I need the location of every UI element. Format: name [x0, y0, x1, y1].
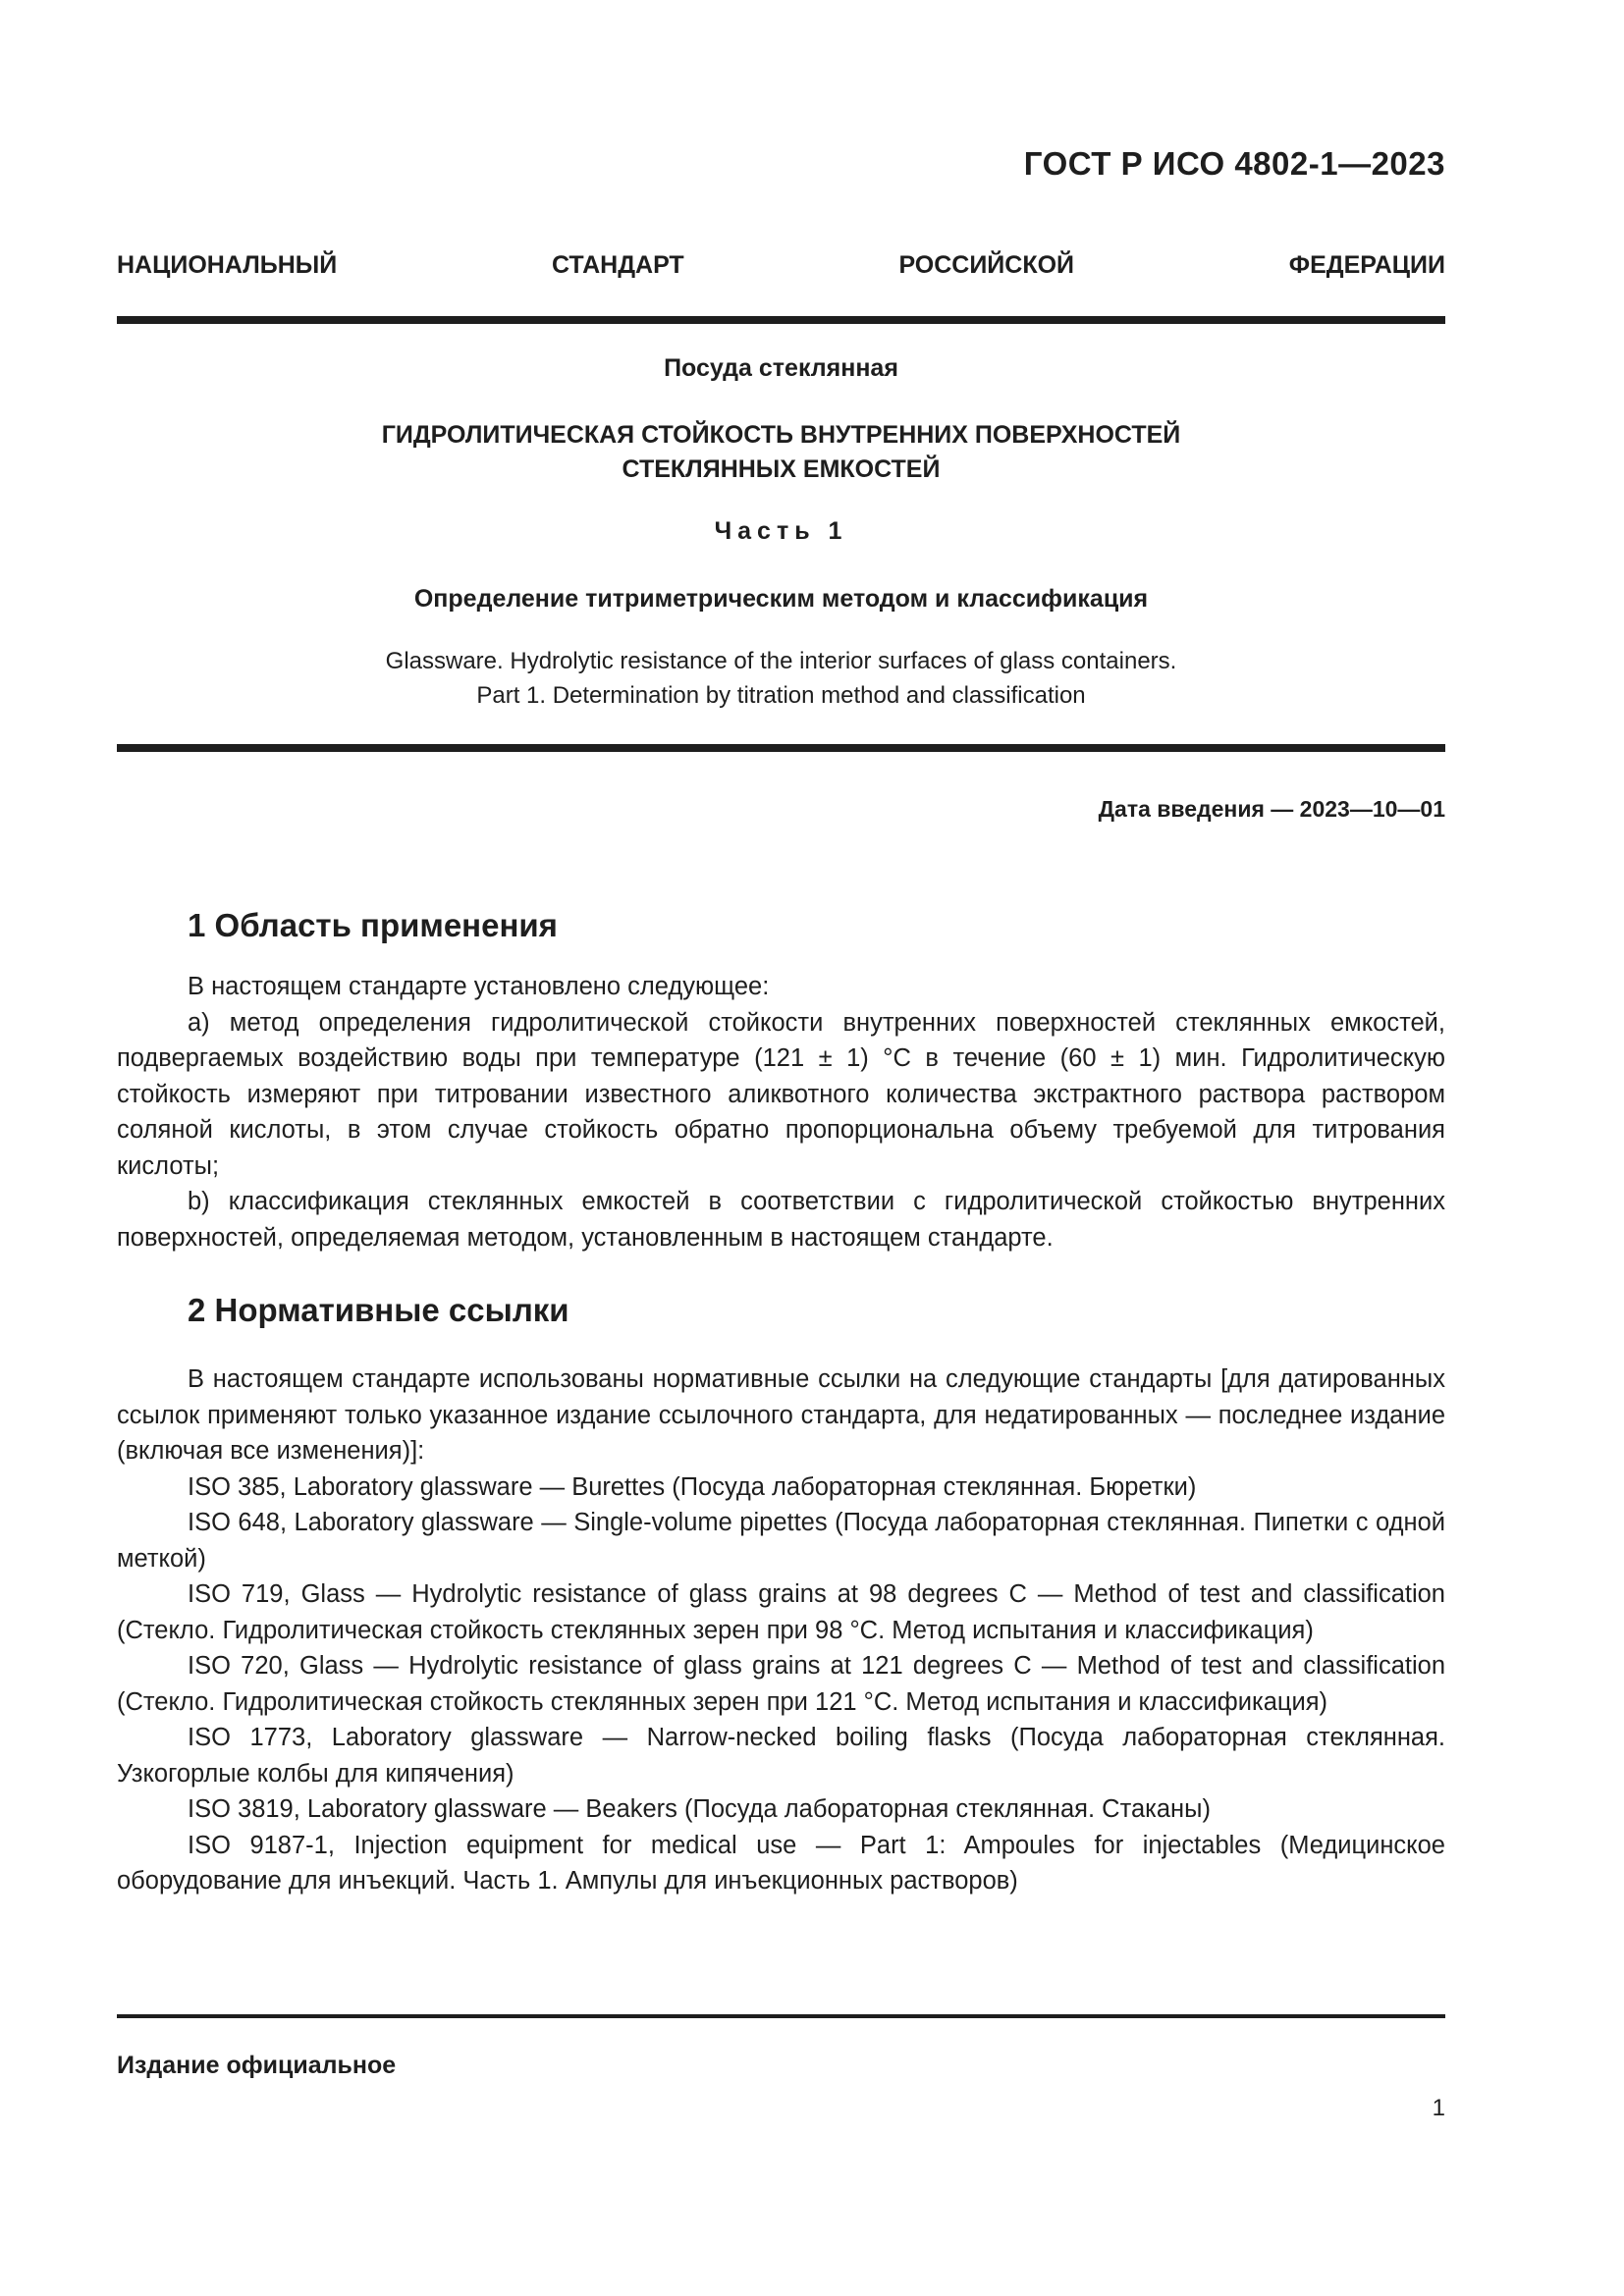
english-title [117, 644, 1445, 713]
reference-item: ISO 648, Laboratory glassware — Single-volume pipettes (Посуда лабораторная стеклянная. Пипетки с одной меткой) [117, 1509, 1445, 1573]
title-bottom-divider [117, 744, 1445, 752]
paragraph: В настоящем стандарте использованы нормативные ссылки на следующие стандарты [для датированных ссылок применяют только указанное издание ссылочного стандарта, для недатированных — последнее издание (включая все изменения)]: [117, 1365, 1445, 1465]
document-title-line2: СТЕКЛЯННЫХ ЕМКОСТЕЙ [622, 455, 941, 483]
national-standard-heading: НАЦИОНАЛЬНЫЙ СТАНДАРТ РОССИЙСКОЙ ФЕДЕРАЦИИ [117, 251, 1445, 279]
reference-item: ISO 1773, Laboratory glassware — Narrow-necked boiling flasks (Посуда лабораторная стеклянная. Узкогорлые колбы для кипячения) [117, 1724, 1445, 1788]
english-title-line2: Part 1. Determination by titration method and classification [476, 682, 1086, 709]
reference-item: ISO 719, Glass — Hydrolytic resistance of glass grains at 98 degrees C — Method of test and classification (Стекло. Гидролитическая стойкость стеклянных зерен при 98 °С. Метод испытания и классификация) [117, 1580, 1445, 1644]
reference-item: ISO 9187-1, Injection equipment for medical use — Part 1: Ampoules for injectables (Медицинское оборудование для инъекций. Часть 1. Ампулы для инъекционных растворов) [117, 1831, 1445, 1895]
reference-item: ISO 720, Glass — Hydrolytic resistance of glass grains at 121 degrees C — Method of test and classification (Стекло. Гидролитическая стойкость стеклянных зерен при 121 °С. Метод испытания и классификация) [117, 1652, 1445, 1716]
part-title: Определение титриметрическим методом и классификация [413, 585, 1149, 613]
english-title-line1: Glassware. Hydrolytic resistance of the interior surfaces of glass containers. [385, 648, 1177, 674]
part-label: Часть 1 [714, 517, 848, 545]
reference-item: ISO 385, Laboratory glassware — Burettes (Посуда лабораторная стеклянная. Бюретки) [188, 1472, 1197, 1501]
section-title-scope: 1 Область применения [188, 907, 558, 943]
document-title [117, 418, 1445, 487]
paragraph: а) метод определения гидролитической стойкости внутренних поверхностей стеклянных емкостей, подвергаемых воздействию воды при температуре (121 ± 1) °С в течение (60 ± 1) мин. Гидролитическую стойкость измеряют при титровании известного аликвотного количества экстрактного раствора раствором соляной кислоты, в этом случае стойкость обратно пропорциональна объему требуемой для титрования кислоты; [117, 1008, 1445, 1180]
section-body-normative-references [117, 1362, 1445, 1899]
paragraph: b) классификация стеклянных емкостей в соответствии с гидролитической стойкостью внутренних поверхностей, определяемая методом, установленным в настоящем стандарте. [117, 1188, 1445, 1252]
top-divider [117, 316, 1445, 324]
page-number: 1 [1432, 2095, 1445, 2121]
document-title-line1: ГИДРОЛИТИЧЕСКАЯ СТОЙКОСТЬ ВНУТРЕННИХ ПОВЕРХНОСТЕЙ [381, 421, 1181, 449]
standard-number: ГОСТ Р ИСО 4802-1—2023 [1023, 145, 1445, 182]
official-edition-label: Издание официальное [117, 2052, 397, 2079]
introduction-date: Дата введения — 2023—10—01 [1098, 796, 1445, 822]
section-title-normative-references: 2 Нормативные ссылки [188, 1292, 569, 1328]
document-subject: Посуда стеклянная [664, 354, 898, 382]
section-body-scope [117, 969, 1445, 1255]
footer-divider [117, 2014, 1445, 2018]
paragraph: В настоящем стандарте установлено следующее: [188, 973, 770, 1000]
reference-item: ISO 3819, Laboratory glassware — Beakers (Посуда лабораторная стеклянная. Стаканы) [188, 1795, 1211, 1823]
